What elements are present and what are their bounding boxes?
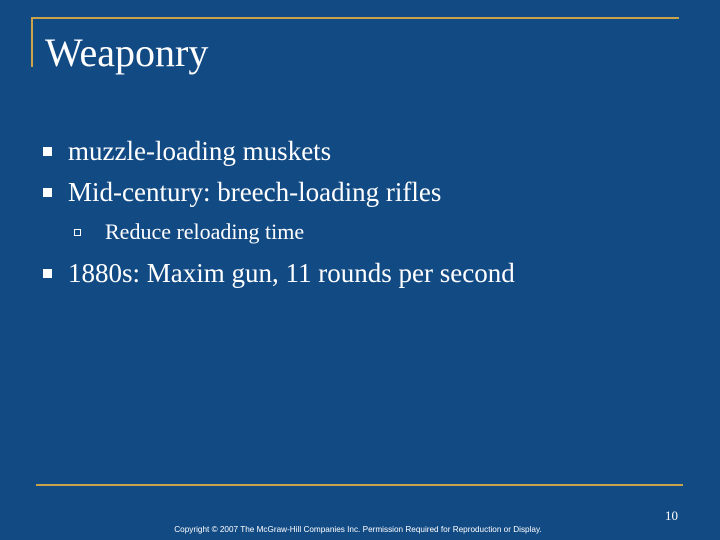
copyright-notice: Copyright © 2007 The McGraw-Hill Companies Inc. Permission Required for Reproduction or Display. [174,525,542,534]
slide-title: Weaponry [45,30,209,75]
title-frame-left-rule [31,17,33,67]
slide-number: 10 [665,508,678,523]
bullet-text: muzzle-loading muskets [68,136,332,166]
footer-rule [36,484,683,486]
square-bullet-icon [43,269,52,278]
square-bullet-icon [43,188,52,197]
title-frame-top-rule [31,17,679,19]
bullet-text: Mid-century: breech-loading rifles [68,177,442,207]
bullet-text: 1880s: Maxim gun, 11 rounds per second [68,258,515,288]
bullet-item-4 [43,256,515,290]
bullet-item-3 [74,218,304,246]
hollow-square-bullet-icon [74,229,81,236]
square-bullet-icon [43,147,52,156]
bullet-item-2 [43,175,441,209]
bullet-item-1 [43,134,331,168]
sub-bullet-text: Reduce reloading time [105,219,305,244]
